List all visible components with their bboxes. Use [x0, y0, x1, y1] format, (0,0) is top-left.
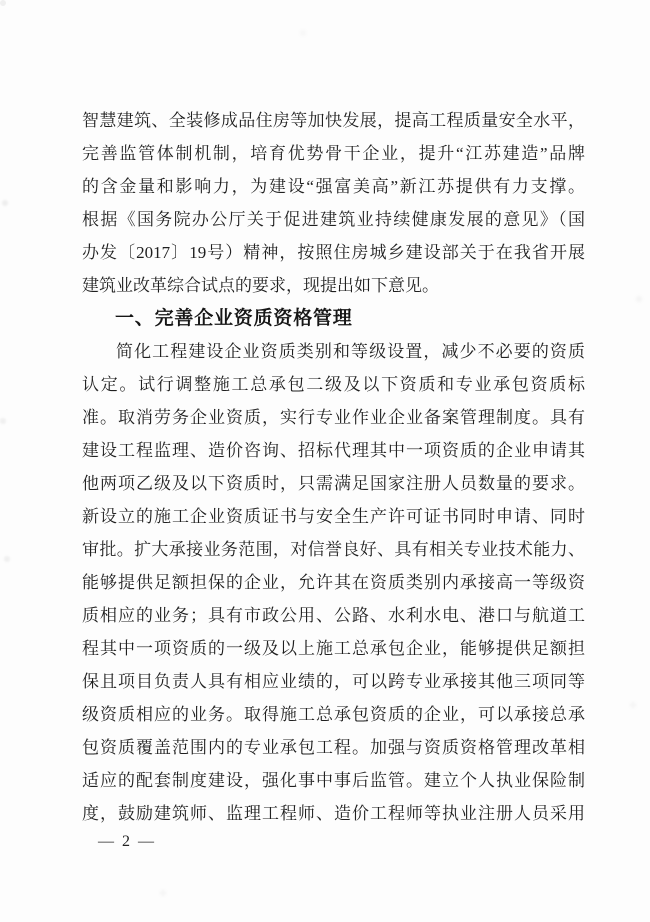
- text-line: 准。取消劳务企业资质，实行专业作业企业备案管理制度。具有: [82, 408, 585, 427]
- text-line: 认定。试行调整施工总承包二级及以下资质和专业承包资质标: [82, 375, 585, 394]
- text-line: 完善监管体制机制，培育优势骨干企业，提升“江苏建造”品牌: [82, 144, 585, 163]
- text-line: 办发〔2017〕19号）精神，按照住房城乡建设部关于在我省开展: [82, 243, 585, 262]
- text-line: 级资质相应的业务。取得施工总承包资质的企业，可以承接总承: [82, 705, 585, 724]
- text-line: 智慧建筑、全装修成品住房等加快发展，提高工程质量安全水平，: [82, 111, 585, 130]
- text-line: 的含金量和影响力，为建设“强富美高”新江苏提供有力支撑。: [82, 177, 585, 196]
- section-heading: 一、完善企业资质资格管理: [115, 308, 353, 329]
- text-line: 新设立的施工企业资质证书与安全生产许可证书同时申请、同时: [82, 507, 585, 526]
- text-line: 建筑业改革综合试点的要求，现提出如下意见。: [82, 276, 439, 295]
- text-line: 他两项乙级及以下资质时，只需满足国家注册人员数量的要求。: [82, 474, 585, 493]
- text-line: 质相应的业务；具有市政公用、公路、水利水电、港口与航道工: [82, 606, 585, 625]
- text-line: 建设工程监理、造价咨询、招标代理其中一项资质的企业申请其: [82, 441, 585, 460]
- text-line: 根据《国务院办公厅关于促进建筑业持续健康发展的意见》（国: [82, 210, 585, 229]
- text-line: 审批。扩大承接业务范围，对信誉良好、具有相关专业技术能力、: [82, 540, 585, 559]
- text-line: 度，鼓励建筑师、监理工程师、造价工程师等执业注册人员采用: [82, 804, 585, 823]
- text-line: 包资质覆盖范围内的专业承包工程。加强与资质资格管理改革相: [82, 738, 585, 757]
- document-body: [82, 104, 585, 830]
- text-line: 能够提供足额担保的企业，允许其在资质类别内承接高一等级资: [82, 573, 585, 592]
- page-number: — 2 —: [98, 833, 156, 850]
- text-line: 保且项目负责人具有相应业绩的，可以跨专业承接其他三项同等: [82, 672, 585, 691]
- text-line: 程其中一项资质的一级及以上施工总承包企业，能够提供足额担: [82, 639, 585, 658]
- text-line: 简化工程建设企业资质类别和等级设置，减少不必要的资质: [116, 342, 585, 361]
- text-line: 适应的配套制度建设，强化事中事后监管。建立个人执业保险制: [82, 771, 585, 790]
